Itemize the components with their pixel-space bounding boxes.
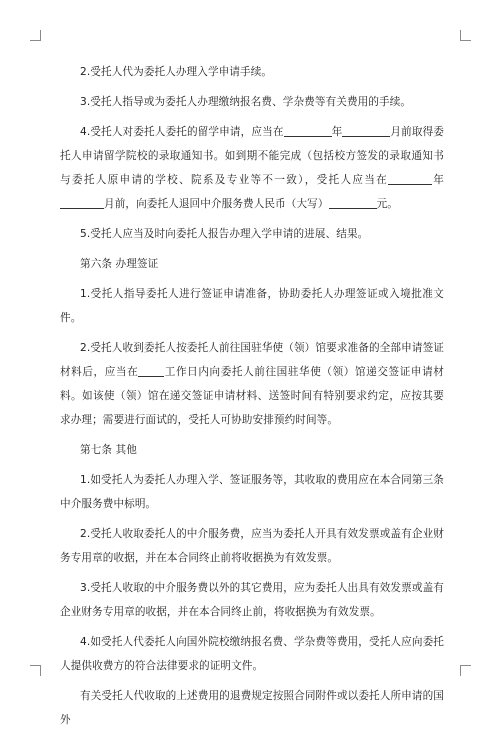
clause-7-item-1: 1.如受托人为委托人办理入学、签证服务等，其收取的费用应在本合同第三条中介服务费中标明。 bbox=[60, 474, 444, 510]
clause-6-item-2 bbox=[60, 336, 444, 432]
clause-7-item-3: 3.受托人收取的中介服务费以外的其它费用，应为委托人出具有效发票或盖有企业财务专用章的收据，并在本合同终止前，将收据换为有效发票。 bbox=[60, 582, 444, 618]
clause-5-item-4-text-a: 4.受托人对委托人委托的留学申请，应当在 bbox=[80, 126, 284, 138]
clause-7-item-2: 2.受托人收取委托人的中介服务费，应当为委托人开具有效发票或盖有企业财务专用章的收据，并在本合同终止前将收据换为有效发票。 bbox=[60, 528, 444, 564]
clause-5-item-4-text-c: 月前取得委托人申请留学院校的录取通知书。如到期不能完成（包括校方签发的录取通知书与委托人原申请的学校、院系及专业等不一致），受托人应当在 bbox=[60, 126, 444, 186]
clause-5-item-4-text-e: 月前，向委托人退回中介服务费人民币（大写） bbox=[104, 198, 329, 210]
clause-6-heading: 第六条 办理签证 bbox=[80, 258, 159, 270]
blank-working-days-field[interactable] bbox=[138, 363, 164, 377]
clause-7-heading: 第七条 其他 bbox=[80, 444, 137, 456]
clause-5-item-5: 5.受托人应当及时向委托人报告办理入学申请的进展、结果。 bbox=[80, 228, 369, 240]
blank-refund-month-field[interactable] bbox=[60, 195, 104, 209]
crop-mark-top-right bbox=[460, 30, 471, 41]
clause-7-item-5: 有关受托人代收取的上述费用的退费规定按照合同附件或以委托人所申请的国外 bbox=[60, 690, 444, 726]
blank-month-field[interactable] bbox=[342, 123, 390, 137]
blank-year-field[interactable] bbox=[284, 123, 332, 137]
clause-6-item-2-text-a: 2.受托人收到委托人按委托人前往国驻华使（领）馆要求准备的全部申请签证材料后，应当在 bbox=[60, 342, 444, 378]
clause-5-item-4-text-d: 年 bbox=[432, 174, 445, 186]
document-page bbox=[60, 60, 444, 738]
clause-5-item-4-text-f: 元。 bbox=[376, 198, 398, 210]
clause-6-item-2-text-b: 工作日内向委托人前往国驻华使（领）馆递交签证申请材料。如该使（领）馆在递交签证申请材料、送签时间有特别要求约定，应按其要求办理；需要进行面试的，受托人可协助安排预约时间等。 bbox=[60, 366, 444, 426]
blank-refund-amount-field[interactable] bbox=[329, 195, 377, 209]
crop-mark-bottom-right bbox=[460, 665, 471, 676]
crop-mark-top-left bbox=[30, 30, 41, 41]
crop-mark-bottom-left bbox=[30, 665, 41, 676]
clause-5-item-4 bbox=[60, 120, 444, 216]
clause-5-item-3: 3.受托人指导或为委托人办理缴纳报名费、学杂费等有关费用的手续。 bbox=[80, 96, 412, 108]
clause-6-item-1: 1.受托人指导委托人进行签证申请准备，协助委托人办理签证或入境批准文件。 bbox=[60, 288, 444, 324]
clause-5-item-4-text-b: 年 bbox=[331, 126, 343, 138]
clause-7-item-4: 4.如受托人代委托人向国外院校缴纳报名费、学杂费等费用，受托人应向委托人提供收费方的符合法律要求的证明文件。 bbox=[60, 636, 444, 672]
clause-5-item-2: 2.受托人代为委托人办理入学申请手续。 bbox=[80, 66, 273, 78]
blank-refund-year-field[interactable] bbox=[388, 171, 432, 185]
